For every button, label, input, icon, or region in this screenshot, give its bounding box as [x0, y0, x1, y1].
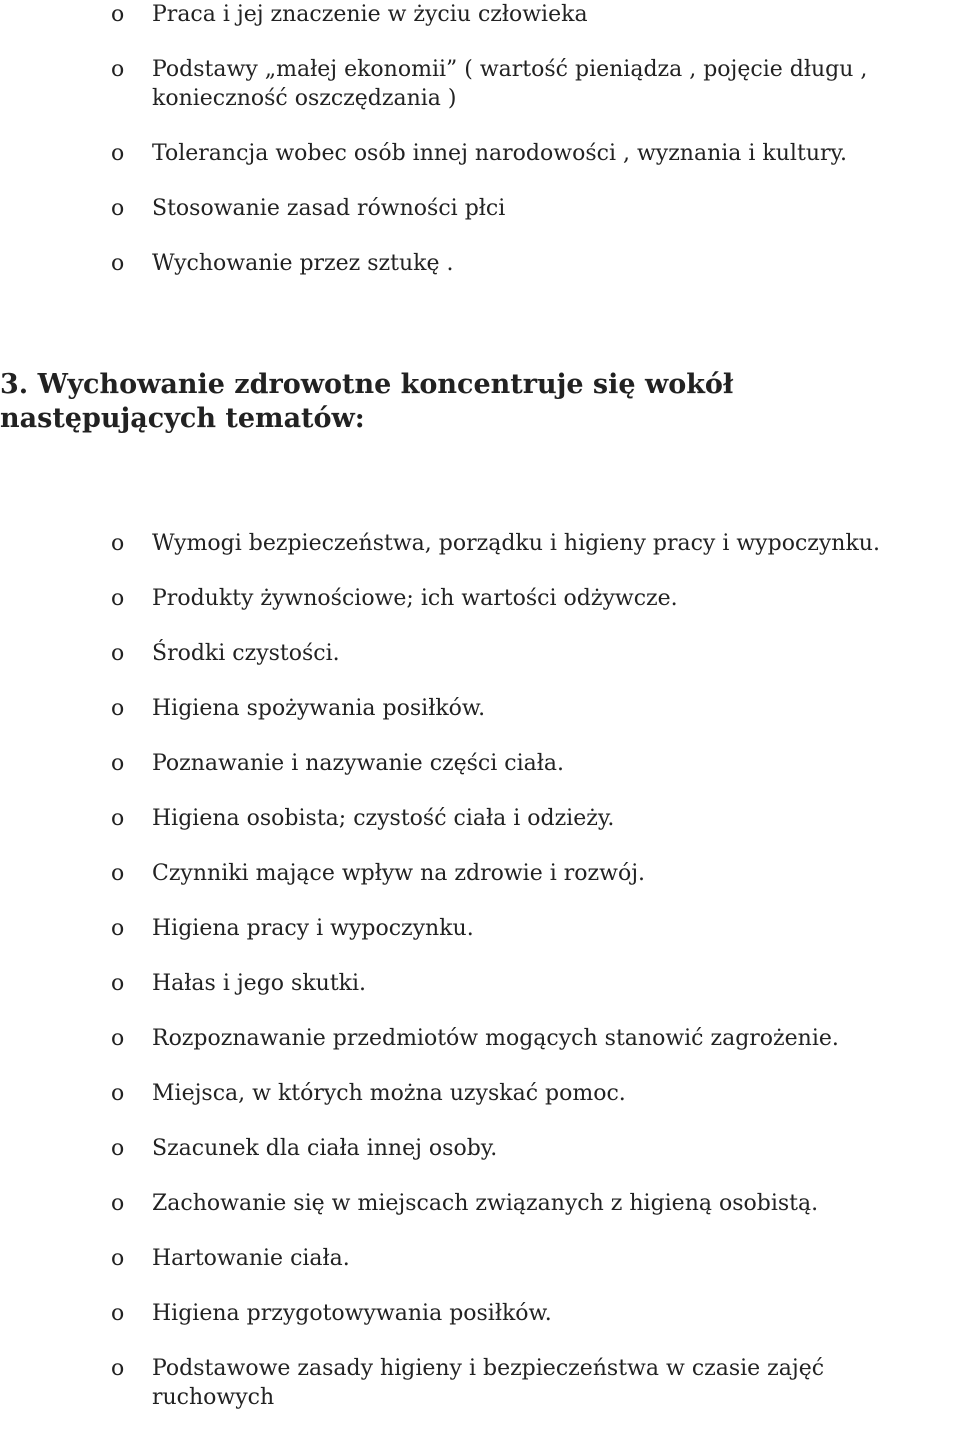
list-item-text: Szacunek dla ciała innej osoby.	[152, 1136, 498, 1161]
list-item	[0, 194, 960, 223]
list-item-text: Higiena spożywania posiłków.	[152, 696, 486, 721]
list-item-text: Wymogi bezpieczeństwa, porządku i higieny pracy i wypoczynku.	[152, 531, 880, 556]
list-item-text: Podstawowe zasady higieny i bezpieczeństwa w czasie zajęć ruchowych	[152, 1356, 825, 1410]
list-item	[0, 639, 960, 668]
list-item-text: Rozpoznawanie przedmiotów mogących stanowić zagrożenie.	[152, 1026, 839, 1051]
bullet-o-icon: o	[111, 971, 125, 996]
list-item	[0, 804, 960, 833]
list-item	[0, 694, 960, 723]
bullet-o-icon: o	[111, 1301, 125, 1326]
list-item	[0, 139, 960, 168]
bullet-o-icon: o	[111, 1246, 125, 1271]
bullet-o-icon: o	[111, 1081, 125, 1106]
bullet-o-icon: o	[111, 916, 125, 941]
bullet-o-icon: o	[111, 586, 125, 611]
section-heading-line-2: następujących tematów:	[0, 403, 365, 434]
list-item	[0, 1354, 960, 1412]
list-item-text: Środki czystości.	[152, 641, 340, 666]
list-item	[0, 969, 960, 998]
bullet-o-icon: o	[111, 531, 125, 556]
list-item	[0, 1134, 960, 1163]
list-item-text: Poznawanie i nazywanie części ciała.	[152, 751, 564, 776]
list-item	[0, 1299, 960, 1328]
list-item-text: Higiena przygotowywania posiłków.	[152, 1301, 552, 1326]
list-item	[0, 859, 960, 888]
bullet-o-icon: o	[111, 1191, 125, 1216]
bullet-o-icon: o	[111, 1356, 125, 1381]
list-item	[0, 529, 960, 558]
section-heading-line-1: 3. Wychowanie zdrowotne koncentruje się wokół	[0, 369, 734, 400]
list-item-text: Miejsca, w których można uzyskać pomoc.	[152, 1081, 626, 1106]
bullet-o-icon: o	[111, 1026, 125, 1051]
bullet-o-icon: o	[111, 696, 125, 721]
list-item	[0, 55, 960, 113]
list-item-text: Stosowanie zasad równości płci	[152, 196, 506, 221]
list-item-text: Praca i jej znaczenie w życiu człowieka	[152, 2, 588, 27]
list-item	[0, 249, 960, 278]
bullet-o-icon: o	[111, 861, 125, 886]
list-item	[0, 1189, 960, 1218]
list-item-text: Higiena osobista; czystość ciała i odzieży.	[152, 806, 615, 831]
list-item	[0, 749, 960, 778]
list-item-text: Zachowanie się w miejscach związanych z higieną osobistą.	[152, 1191, 819, 1216]
topic-list-upbringing	[0, 0, 960, 304]
bullet-o-icon: o	[111, 806, 125, 831]
list-item-text: Hartowanie ciała.	[152, 1246, 350, 1271]
list-item	[0, 1079, 960, 1108]
list-item	[0, 1244, 960, 1273]
list-item-text: Higiena pracy i wypoczynku.	[152, 916, 474, 941]
bullet-o-icon: o	[111, 641, 125, 666]
list-item	[0, 0, 960, 29]
topic-list-health	[0, 529, 960, 1438]
list-item-text: Produkty żywnościowe; ich wartości odżywcze.	[152, 586, 678, 611]
bullet-o-icon: o	[111, 57, 125, 82]
list-item	[0, 584, 960, 613]
list-item	[0, 914, 960, 943]
list-item-text: Podstawy „małej ekonomii” ( wartość pieniądza , pojęcie długu , konieczność oszczędzania )	[152, 57, 868, 111]
list-item-text: Wychowanie przez sztukę .	[152, 251, 454, 276]
bullet-o-icon: o	[111, 196, 125, 221]
bullet-o-icon: o	[111, 2, 125, 27]
bullet-o-icon: o	[111, 751, 125, 776]
bullet-o-icon: o	[111, 141, 125, 166]
section-heading	[0, 368, 960, 436]
list-item-text: Tolerancja wobec osób innej narodowości , wyznania i kultury.	[152, 141, 847, 166]
list-item-text: Czynniki mające wpływ na zdrowie i rozwój.	[152, 861, 646, 886]
list-item-text: Hałas i jego skutki.	[152, 971, 367, 996]
bullet-o-icon: o	[111, 1136, 125, 1161]
bullet-o-icon: o	[111, 251, 125, 276]
list-item	[0, 1024, 960, 1053]
